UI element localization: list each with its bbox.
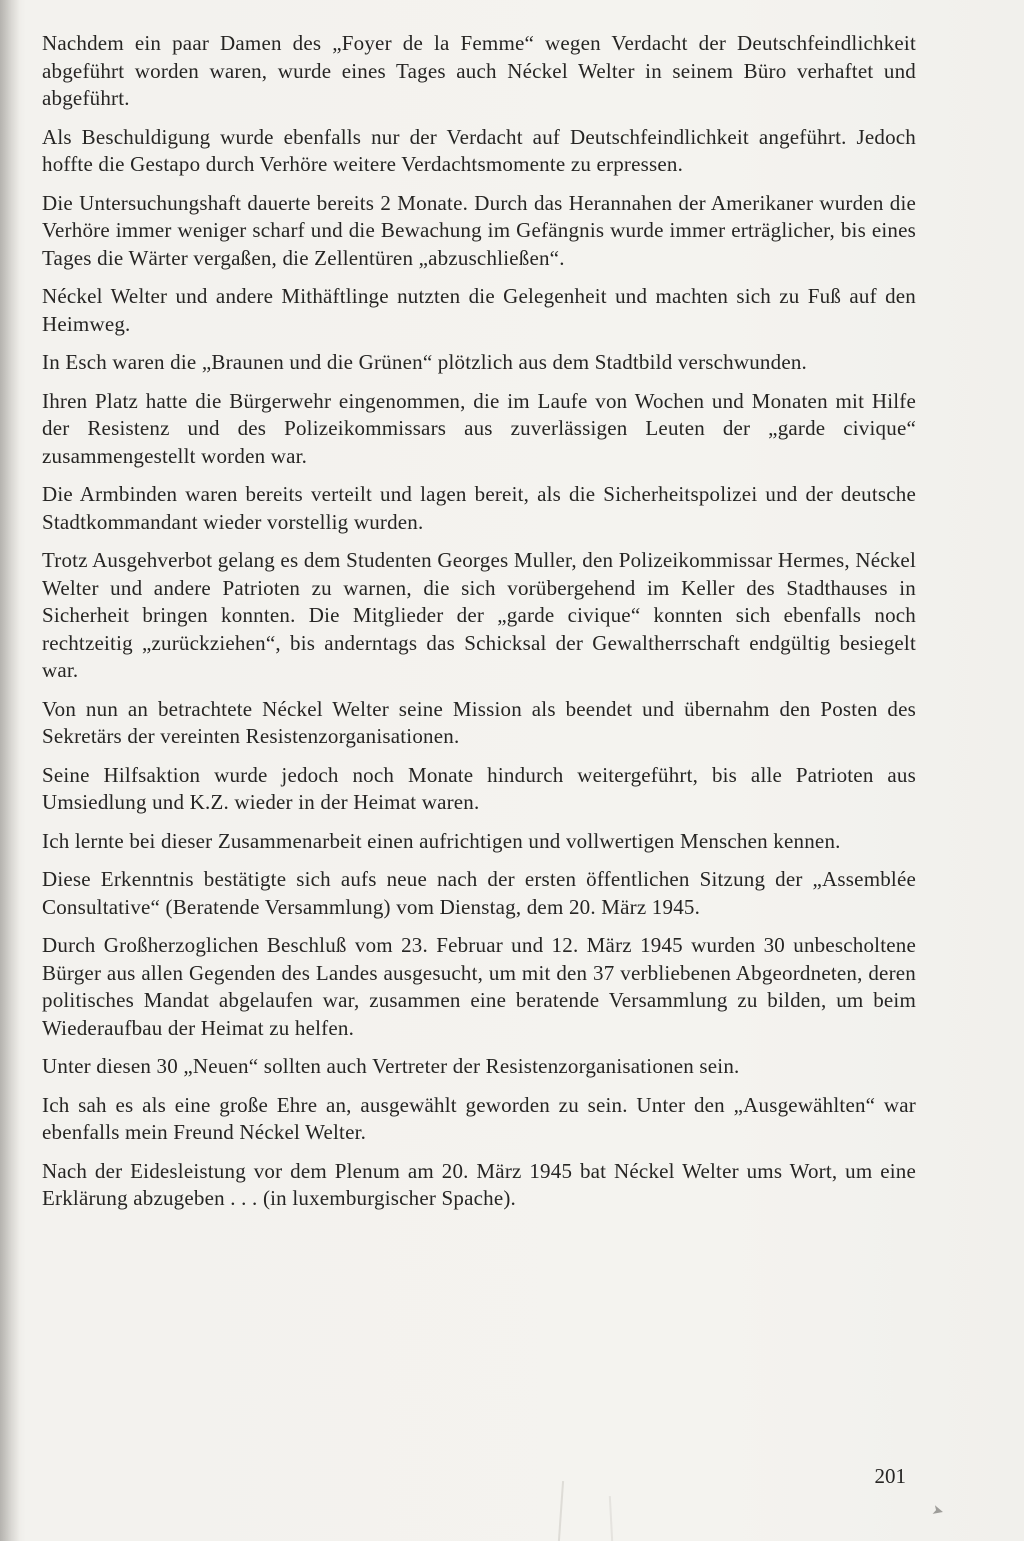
paragraph: In Esch waren die „Braunen und die Grünen“ plötzlich aus dem Stadtbild verschwunden. [42, 350, 807, 374]
body-text [42, 30, 916, 1224]
paragraph: Die Armbinden waren bereits verteilt und lagen bereit, als die Sicherheitspolizei und der deutsche Stadtkommandant wieder vorstellig wurden. [42, 482, 916, 534]
paragraph: Ich lernte bei dieser Zusammenarbeit einen aufrichtigen und vollwertigen Menschen kennen. [42, 828, 841, 853]
paragraph: Ihren Platz hatte die Bürgerwehr eingenommen, die im Laufe von Wochen und Monaten mit Hilfe der Resistenz und des Polizeikommissars aus zuverlässigen Leuten der „garde civique“ zusammengestellt worden war. [42, 388, 916, 468]
paragraph: Durch Großherzoglichen Beschluß vom 23. Februar und 12. März 1945 wurden 30 unbescholtene Bürger aus allen Gegenden des Landes ausgesucht, um mit den 37 verbliebenen Abgeordneten, deren politisches Mandat abgelaufen war, zusammen eine beratende Versammlung zu bilden, um beim Wiederaufbau der Heimat zu helfen. [42, 933, 916, 1040]
paragraph: Unter diesen 30 „Neuen“ sollten auch Vertreter der Resistenzorganisationen sein. [42, 1054, 740, 1078]
scan-edge-shading [0, 0, 20, 1541]
paragraph: Die Untersuchungshaft dauerte bereits 2 Monate. Durch das Herannahen der Amerikaner wurden die Verhöre immer weniger scharf und die Bewachung im Gefängnis wurde immer erträglicher, bis eines Tages die Wärter vergaßen, die Zellentüren „abzuschließen“. [42, 190, 916, 270]
paragraph: Diese Erkenntnis bestätigte sich aufs neue nach der ersten öffentlichen Sitzung der „Assemblée Consultative“ (Beratende Versammlung) vom Dienstag, dem 20. März 1945. [42, 867, 916, 919]
paragraph: Von nun an betrachtete Néckel Welter seine Mission als beendet und übernahm den Posten des Sekretärs der vereinten Resistenzorganisationen. [42, 696, 916, 748]
paragraph: Nachdem ein paar Damen des „Foyer de la Femme“ wegen Verdacht der Deutschfeindlichkeit abgeführt worden waren, wurde eines Tages auch Néckel Welter in seinem Büro verhaftet und abgeführt. [42, 31, 916, 110]
paragraph: Als Beschuldigung wurde ebenfalls nur der Verdacht auf Deutschfeindlichkeit angeführt. Jedoch hoffte die Gestapo durch Verhöre weitere Verdachtsmomente zu erpressen. [42, 124, 916, 176]
page-number: 201 [874, 1464, 906, 1488]
paragraph: Seine Hilfsaktion wurde jedoch noch Monate hindurch weitergeführt, bis alle Patrioten aus Umsiedlung und K.Z. wieder in der Heimat waren. [42, 762, 916, 814]
paragraph: Néckel Welter und andere Mithäftlinge nutzten die Gelegenheit und machten sich zu Fuß auf den Heimweg. [42, 284, 916, 336]
paper-crease [558, 1481, 564, 1541]
paragraph: Trotz Ausgehverbot gelang es dem Studenten Georges Muller, den Polizeikommissar Hermes, Néckel Welter und andere Patrioten zu warnen, die sich vorübergehend im Keller des Stadthauses in Sicherheit bringen konnten. Die Mitglieder der „garde civique“ konnten sich ebenfalls noch rechtzeitig „zurückziehen“, bis anderntags das Schicksal der Gewaltherrschaft endgültig besiegelt war. [42, 548, 916, 682]
paragraph: Ich sah es als eine große Ehre an, ausgewählt geworden zu sein. Unter den „Ausgewählten“ war ebenfalls mein Freund Néckel Welter. [42, 1092, 916, 1144]
paper-crease [609, 1496, 613, 1541]
paragraph: Nach der Eidesleistung vor dem Plenum am 20. März 1945 bat Néckel Welter ums Wort, um eine Erklärung abzugeben . . . (in luxemburgischer Spache). [42, 1158, 916, 1210]
scan-artifact: ➤ [930, 1501, 946, 1521]
